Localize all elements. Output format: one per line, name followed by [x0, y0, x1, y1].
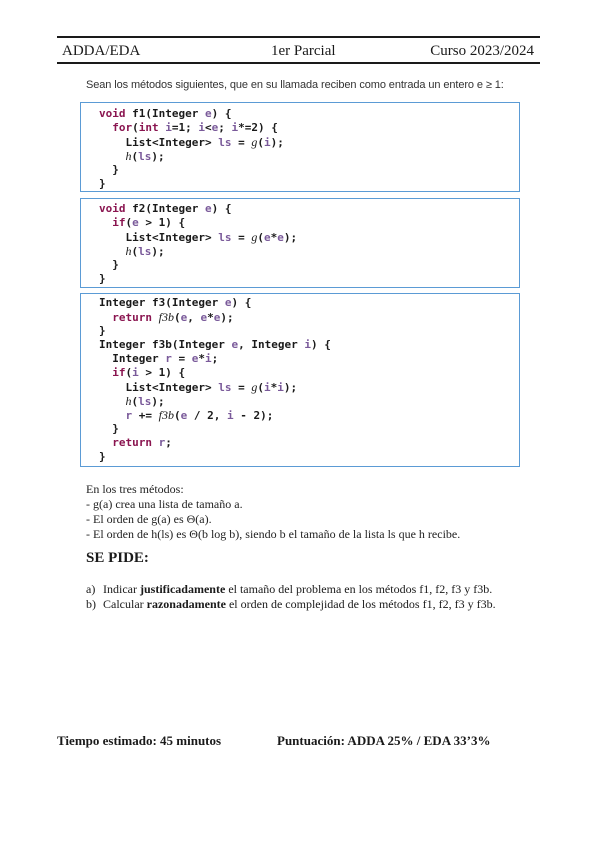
task-text-pre: Indicar	[103, 582, 140, 596]
code-line: r += f3b(e / 2, i - 2);	[125, 408, 274, 422]
task-list	[86, 582, 496, 612]
method-notes	[86, 482, 460, 542]
code-block-f2	[80, 198, 520, 288]
note-item: - El orden de g(a) es Θ(a).	[86, 512, 212, 526]
task-text-post: el orden de complejidad de los métodos f1, f2, f3 y f3b.	[225, 597, 496, 611]
code-line: void f2(Integer e) {	[99, 202, 232, 215]
code-line: h(ls);	[125, 394, 165, 408]
note-item: - g(a) crea una lista de tamaño a.	[86, 497, 243, 511]
task-label: a)	[86, 582, 96, 596]
code-block-f1	[80, 102, 520, 192]
document-header	[57, 36, 540, 64]
code-line: }	[112, 258, 119, 271]
notes-title: En los tres métodos:	[86, 482, 184, 496]
score-info: Puntuación: ADDA 25% / EDA 33’3%	[277, 733, 491, 748]
code-line: Integer f3b(Integer e, Integer i) {	[99, 338, 331, 351]
header-exam: 1er Parcial	[271, 43, 336, 59]
code-line: List<Integer> ls = g(i);	[125, 135, 284, 149]
code-line: return r;	[112, 436, 172, 449]
estimated-time: Tiempo estimado: 45 minutos	[57, 733, 222, 748]
task-item	[86, 597, 496, 612]
intro-text: Sean los métodos siguientes, que en su llamada reciben como entrada un entero e ≥ 1:	[86, 79, 504, 91]
code-line: void f1(Integer e) {	[99, 107, 232, 120]
code-line: }	[99, 177, 106, 190]
task-text-post: el tamaño del problema en los métodos f1, f2, f3 y f3b.	[225, 582, 493, 596]
se-pide-heading: SE PIDE:	[86, 550, 149, 566]
code-line: return f3b(e, e*e);	[112, 310, 234, 324]
code-line: }	[99, 272, 106, 285]
code-line: Integer f3(Integer e) {	[99, 296, 252, 309]
task-text-bold: razonadamente	[146, 597, 226, 611]
code-line: List<Integer> ls = g(e*e);	[125, 230, 298, 244]
task-item	[86, 582, 496, 597]
code-block-f3	[80, 293, 520, 467]
header-course: ADDA/EDA	[62, 43, 141, 59]
task-text-pre: Calcular	[103, 597, 147, 611]
code-line: List<Integer> ls = g(i*i);	[125, 380, 298, 394]
code-line: if(i > 1) {	[112, 366, 186, 379]
code-line: h(ls);	[125, 149, 165, 163]
code-line: Integer r = e*i;	[112, 352, 219, 365]
task-label: b)	[86, 597, 96, 611]
note-item: - El orden de h(ls) es Θ(b log b), siendo b el tamaño de la lista ls que h recibe.	[86, 527, 461, 541]
code-line: }	[112, 422, 119, 435]
code-line: h(ls);	[125, 244, 165, 258]
code-line: for(int i=1; i<e; i*=2) {	[112, 121, 278, 134]
code-line: }	[99, 450, 106, 463]
task-text-bold: justificadamente	[139, 582, 226, 596]
code-line: }	[99, 324, 106, 337]
code-line: }	[112, 163, 119, 176]
code-line: if(e > 1) {	[112, 216, 186, 229]
header-year: Curso 2023/2024	[430, 43, 534, 59]
